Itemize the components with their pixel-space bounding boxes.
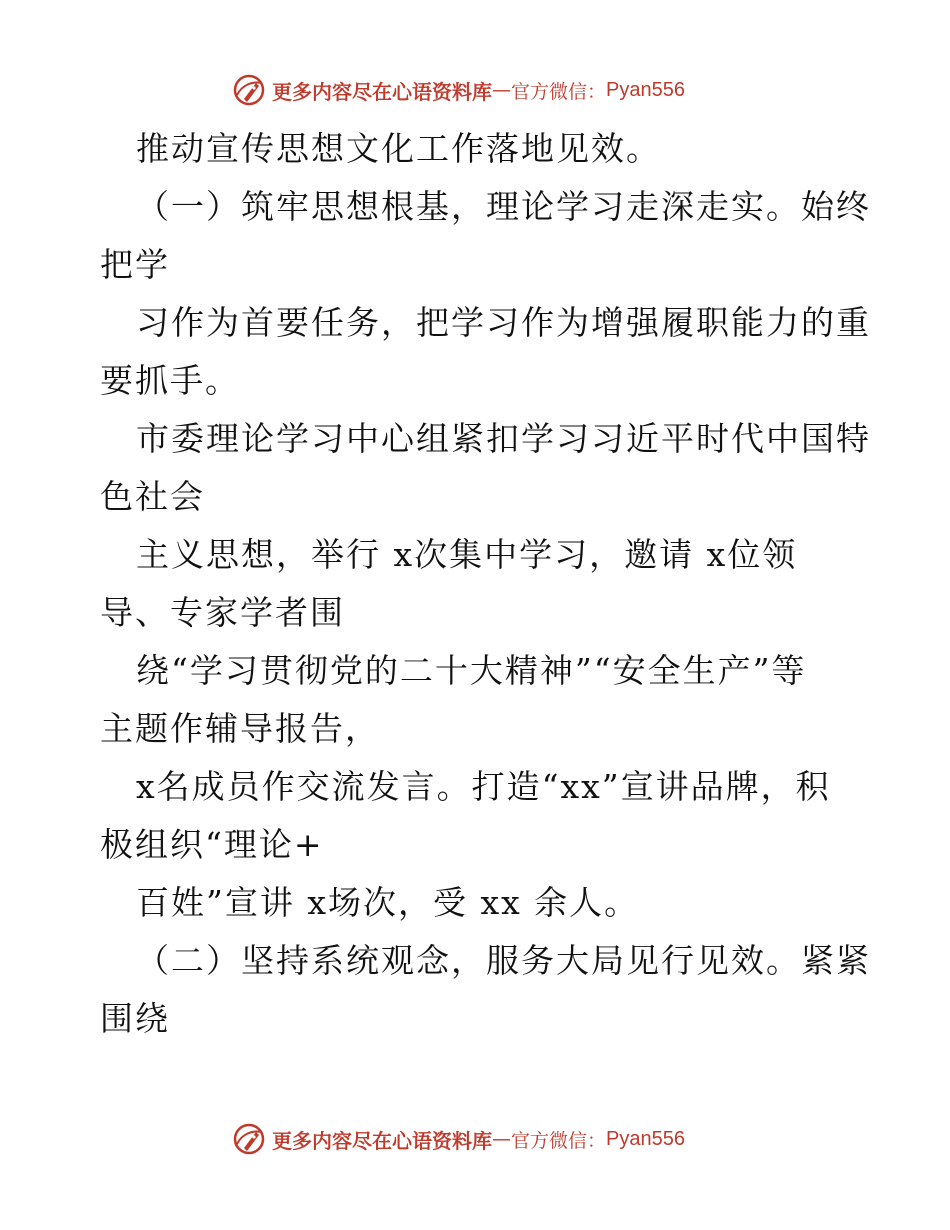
body-line: 推动宣传思想文化工作落地见效。 bbox=[136, 129, 661, 168]
body-line: 围绕 bbox=[100, 999, 170, 1038]
banner-title: 更多内容尽在心语资料库 bbox=[272, 79, 492, 104]
body-line: 主题作辅导报告， bbox=[100, 709, 380, 748]
body-line: 绕“学习贯彻党的二十大精神”“安全生产”等 bbox=[136, 651, 807, 690]
banner-wechat-handle: Pyan556 bbox=[606, 1127, 685, 1150]
body-line: x名成员作交流发言。打造“xx”宣讲品牌，积 bbox=[136, 767, 831, 806]
body-line: 市委理论学习中心组紧扣学习习近平时代中国特 bbox=[136, 419, 871, 458]
section-heading-2: （二）坚持系统观念，服务大局见行见效。紧紧 bbox=[136, 941, 871, 980]
banner-dash: — bbox=[492, 1128, 511, 1150]
banner-wechat-label: 官方微信： bbox=[511, 1129, 607, 1152]
banner-dash: — bbox=[492, 79, 511, 101]
body-line: 百姓”宣讲 x场次，受 xx 余人。 bbox=[136, 883, 640, 922]
body-line: 极组织“理论+ bbox=[100, 825, 324, 864]
body-line: 导、专家学者围 bbox=[100, 593, 345, 632]
header-banner bbox=[232, 73, 685, 107]
body-line: 要抓手。 bbox=[100, 361, 240, 400]
section-heading-1: （一）筑牢思想根基，理论学习走深走实。始终 bbox=[136, 187, 871, 226]
banner-wechat-label: 官方微信： bbox=[511, 80, 607, 103]
pen-logo-icon bbox=[232, 1122, 266, 1156]
body-line: 主义思想，举行 x次集中学习，邀请 x位领 bbox=[136, 535, 798, 574]
footer-banner bbox=[232, 1122, 685, 1156]
pen-logo-icon bbox=[232, 73, 266, 107]
body-line: 色社会 bbox=[100, 477, 205, 516]
banner-wechat-handle: Pyan556 bbox=[606, 78, 685, 101]
banner-title: 更多内容尽在心语资料库 bbox=[272, 1128, 492, 1153]
body-line: 把学 bbox=[100, 245, 170, 284]
body-line: 习作为首要任务，把学习作为增强履职能力的重 bbox=[136, 303, 871, 342]
